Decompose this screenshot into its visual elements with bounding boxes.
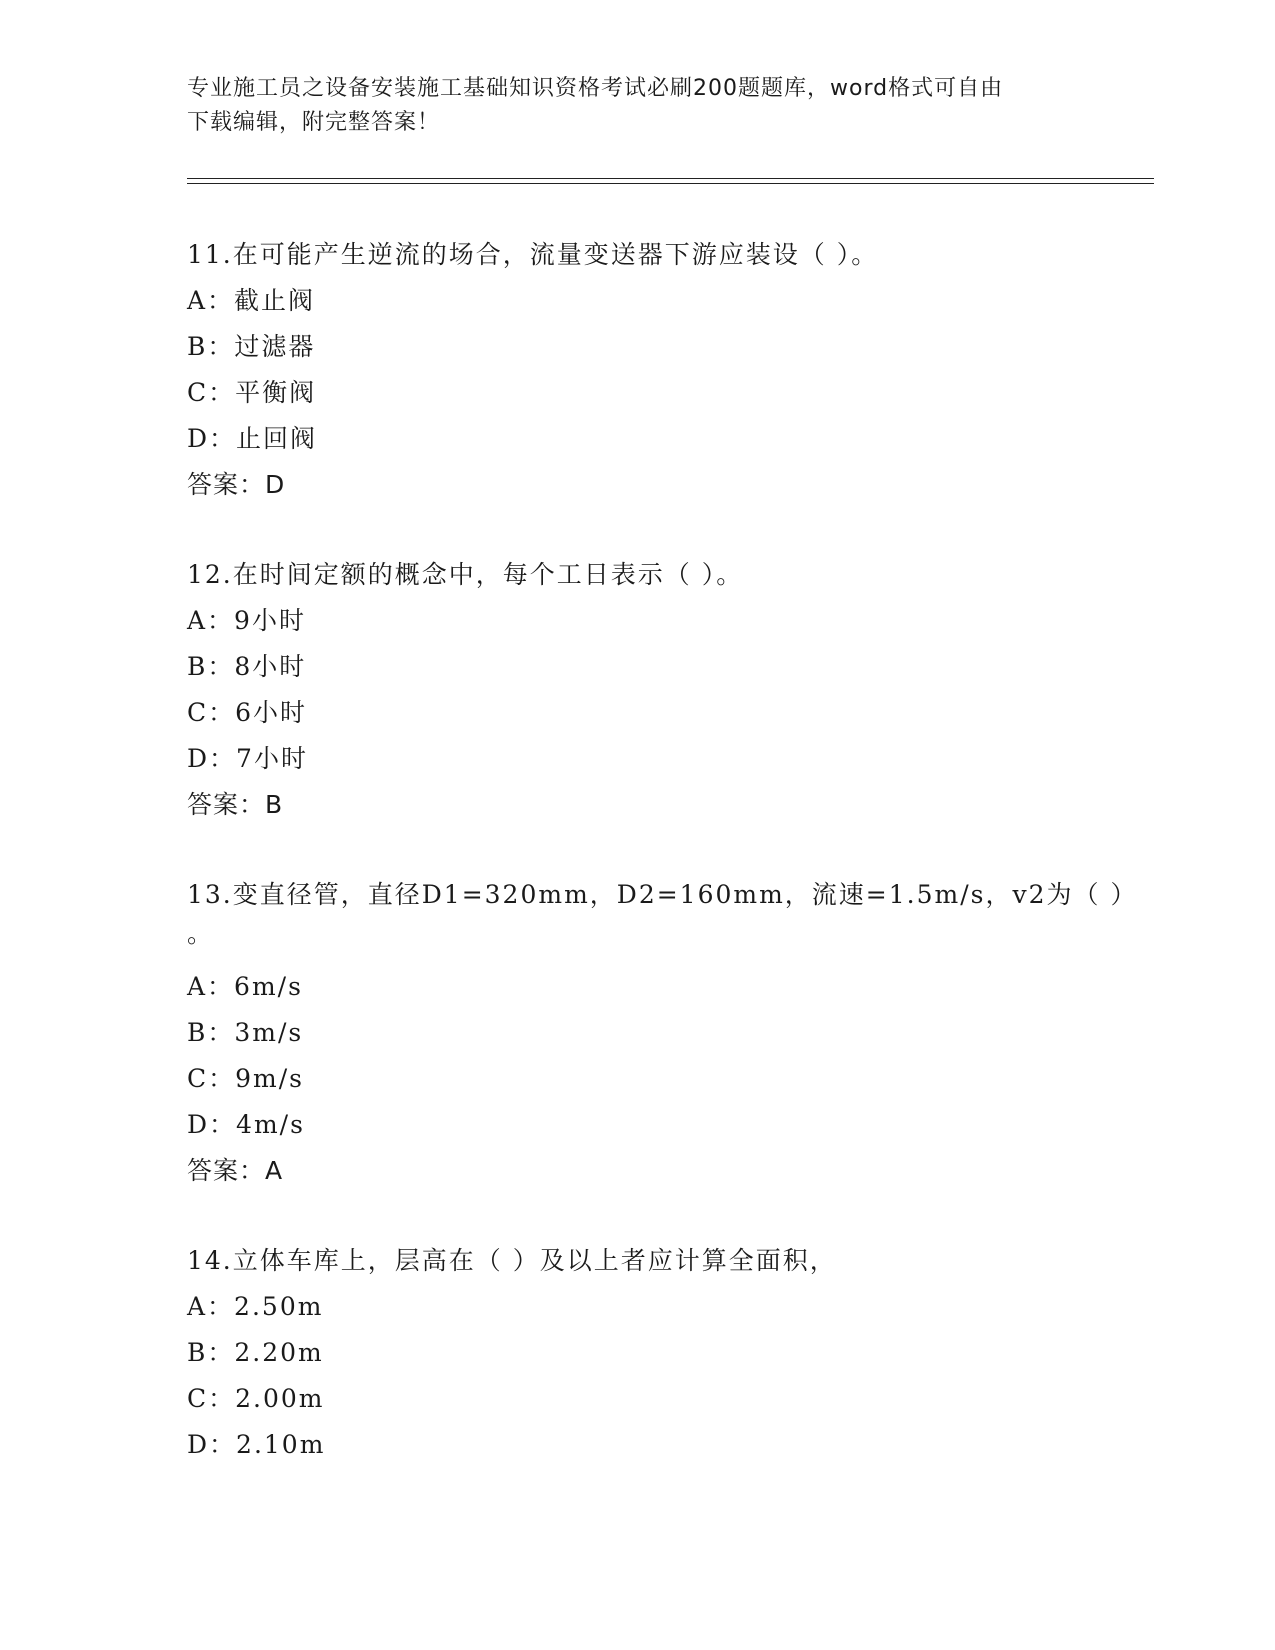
- question-stem: 12.在时间定额的概念中，每个工日表示（ ）。: [187, 560, 744, 589]
- question-11: [187, 232, 1087, 508]
- header-title-line-2: 下载编辑，附完整答案！: [187, 110, 441, 135]
- option-d: D：7小时: [187, 744, 308, 773]
- option-c: C：平衡阀: [187, 378, 317, 407]
- option-a: A：2.50m: [187, 1292, 324, 1321]
- option-b: B：3m/s: [187, 1018, 304, 1047]
- answer: 答案：B: [187, 790, 284, 819]
- header-divider-bottom: [187, 183, 1154, 184]
- option-d: D：2.10m: [187, 1430, 326, 1459]
- question-14: [187, 1238, 1087, 1468]
- option-b: B：过滤器: [187, 332, 316, 361]
- option-a: A：6m/s: [187, 972, 303, 1001]
- question-stem: 14.立体车库上，层高在（ ）及以上者应计算全面积，: [187, 1246, 837, 1275]
- answer: 答案：D: [187, 470, 286, 499]
- option-b: B：2.20m: [187, 1338, 324, 1367]
- option-d: D：止回阀: [187, 424, 318, 453]
- question-stem: 11.在可能产生逆流的场合，流量变送器下游应装设（ ）。: [187, 240, 879, 269]
- option-b: B：8小时: [187, 652, 307, 681]
- option-c: C：6小时: [187, 698, 308, 727]
- question-stem: 13.变直径管，直径D1=320mm，D2=160mm，流速=1.5m/s，v2为（ ）: [187, 880, 1138, 909]
- option-a: A：截止阀: [187, 286, 316, 315]
- option-a: A：9小时: [187, 606, 306, 635]
- header-title-line-1: 专业施工员之设备安装施工基础知识资格考试必刷200题题库，word格式可自由: [187, 76, 1004, 101]
- document-header: [187, 72, 1077, 140]
- option-d: D：4m/s: [187, 1110, 305, 1139]
- question-12: [187, 552, 1087, 828]
- option-c: C：9m/s: [187, 1064, 304, 1093]
- answer: 答案：A: [187, 1156, 284, 1185]
- question-stem-continuation: 。: [187, 919, 213, 948]
- option-c: C：2.00m: [187, 1384, 325, 1413]
- header-divider-top: [187, 178, 1154, 179]
- question-13: [187, 872, 1138, 1194]
